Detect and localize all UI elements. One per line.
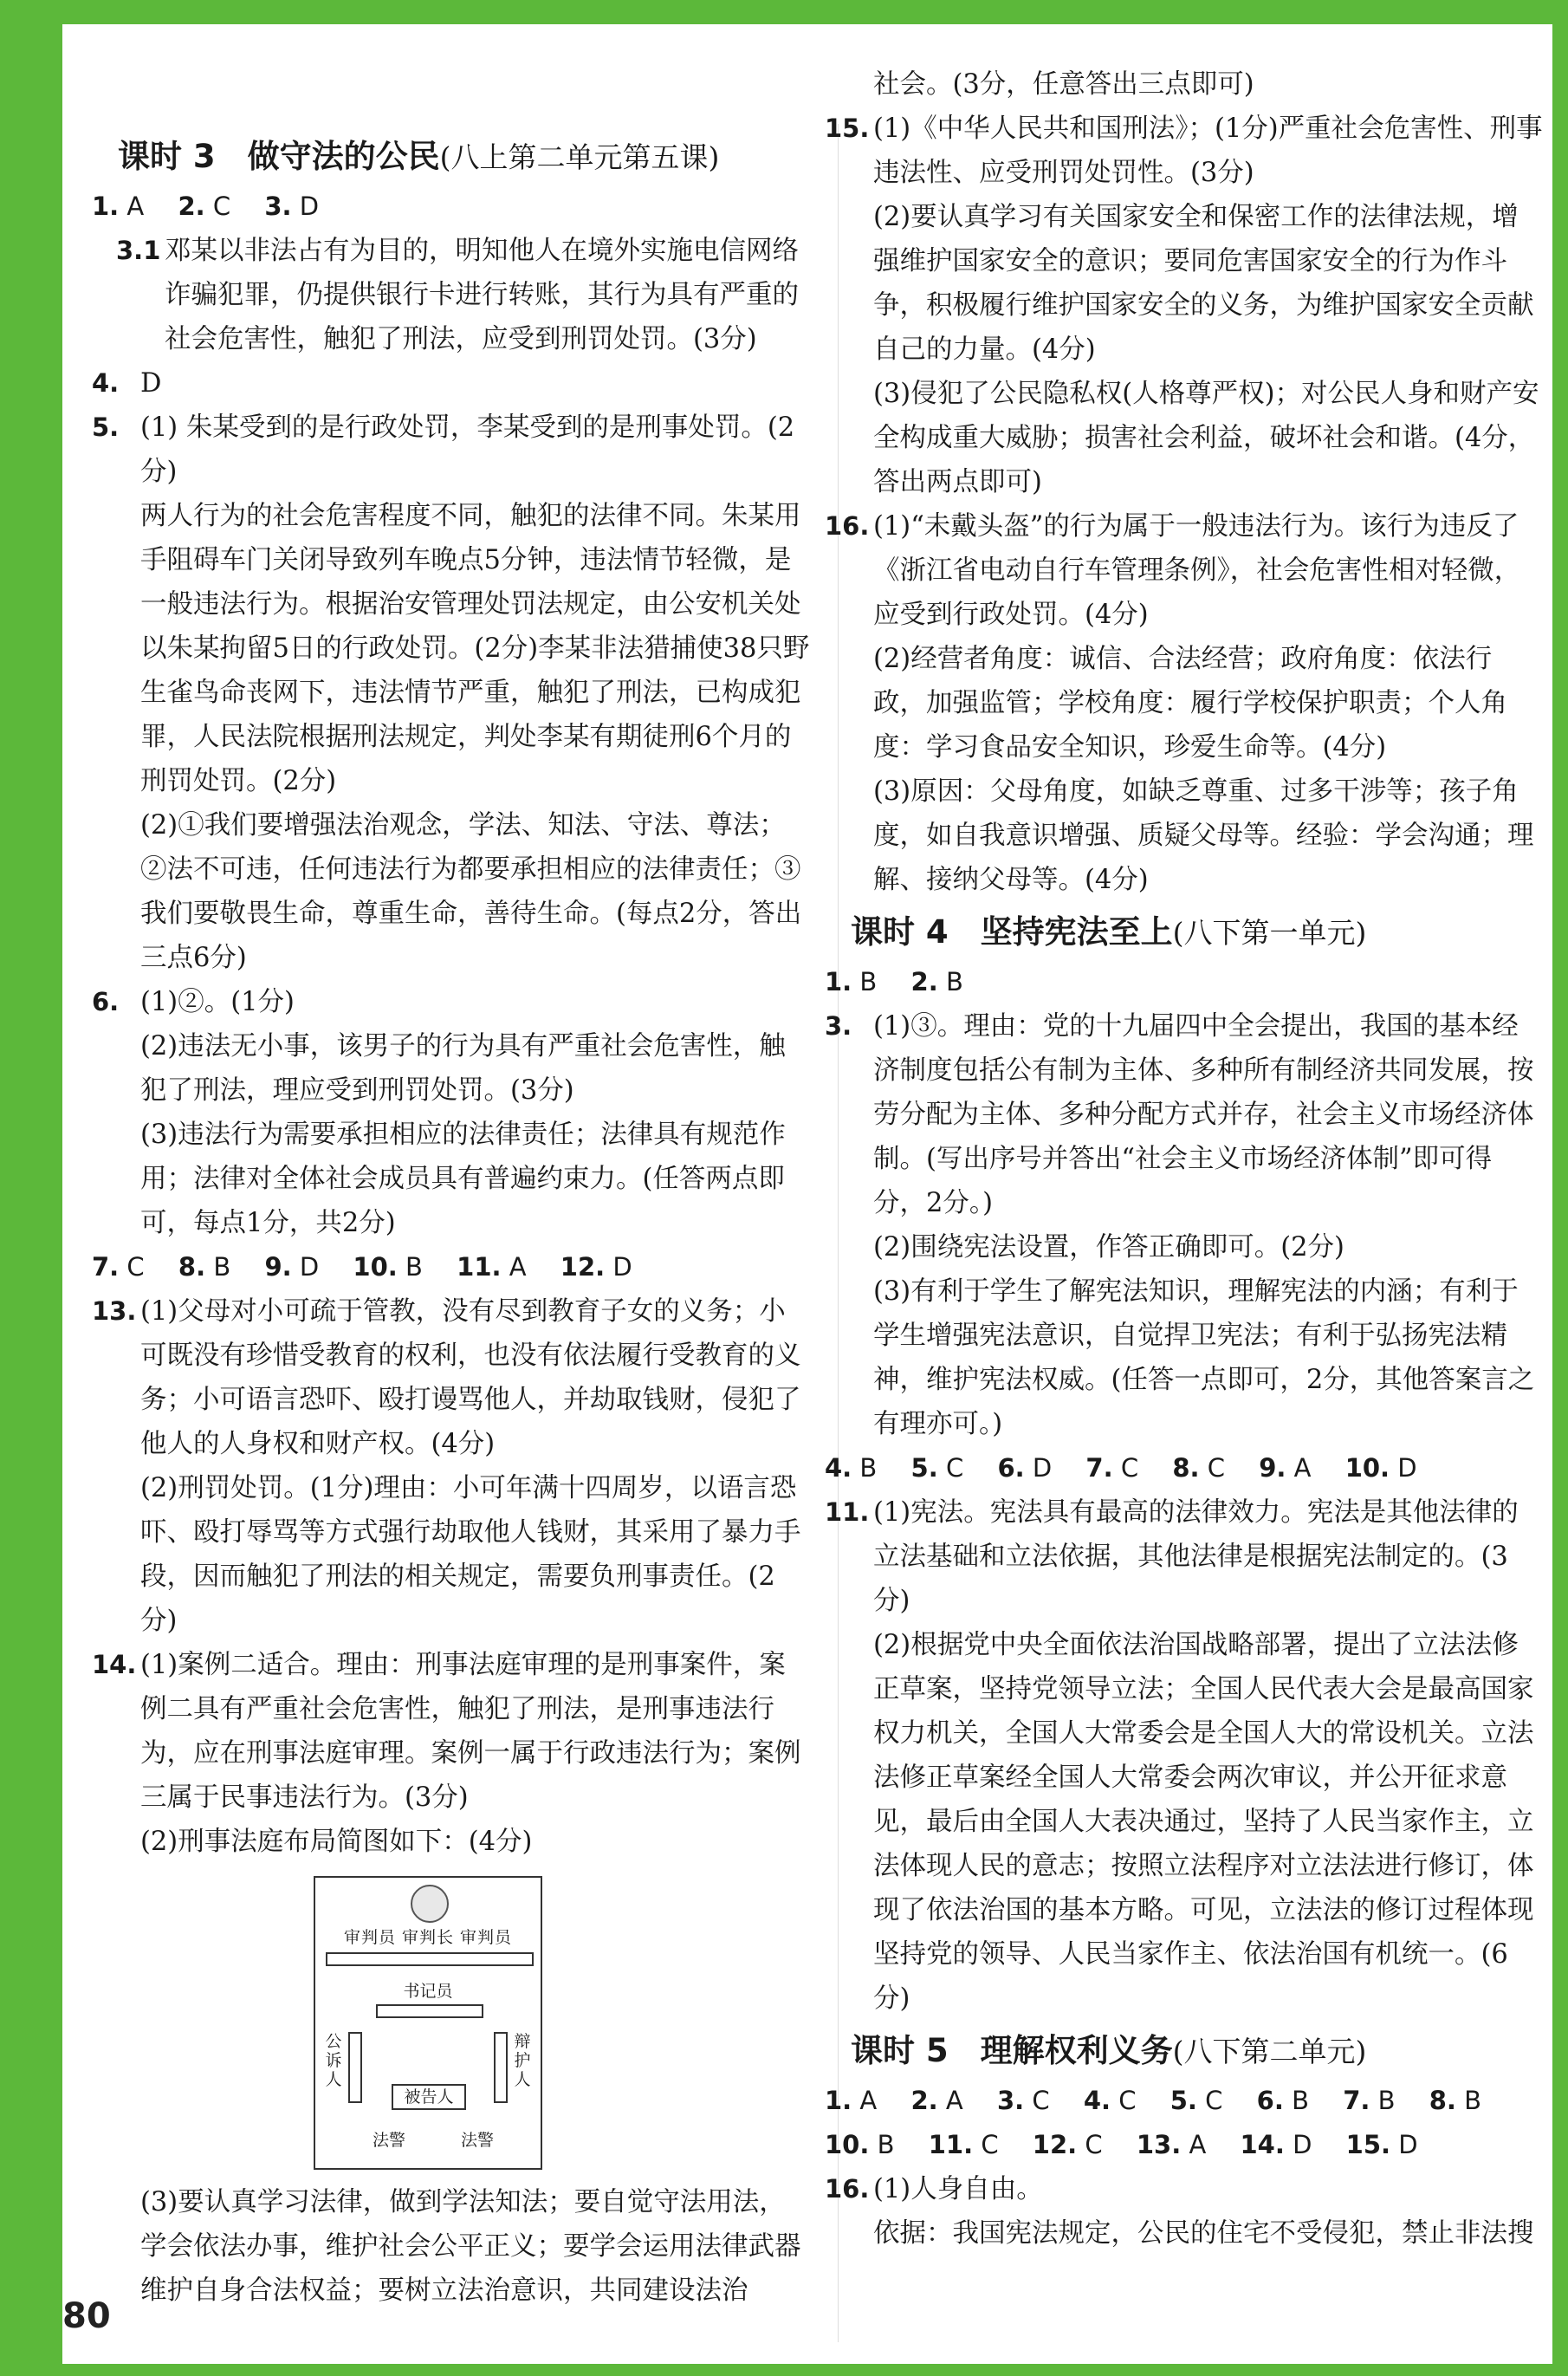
l4-question-11 bbox=[825, 1490, 1544, 2021]
answer-text: (1)《中华人民共和国刑法》；(1分)严重社会危害性、刑事违法性、应受刑罚处罚性。(3分) bbox=[873, 114, 1543, 188]
choice-answer: D bbox=[1032, 1453, 1053, 1483]
answer-text: 两人行为的社会危害程度不同，触犯的法律不同。朱某用手阻碍车门关闭导致列车晚点5分钟，违法情节轻微，是一般违法行为。根据治安管理处罚法规定，由公安机关处以朱某拘留5日的行政处罚。(2分)李某非法猎捕使38只野生雀鸟命丧网下，违法情节严重，触犯了刑法，已构成犯罪，人民法院根据刑法规定，判处李某有期徒刑6个月的刑罚处罚。(2分) bbox=[140, 501, 810, 796]
choice-answer: C bbox=[1120, 1453, 1139, 1483]
choice-answer: A bbox=[945, 2086, 963, 2115]
page-number: 80 bbox=[62, 2296, 111, 2336]
lesson3-scope: (八上第二单元第五课) bbox=[439, 140, 720, 174]
l5-question-16 bbox=[825, 2167, 1544, 2256]
choice-number: 4. bbox=[1083, 2086, 1111, 2115]
choice-number: 13. bbox=[1136, 2130, 1182, 2159]
choice-answer: B bbox=[859, 1453, 878, 1483]
answer-text: (2)①我们要增强法治观念，学法、知法、守法、尊法；②法不可违，任何违法行为都要承担相应的法律责任；③我们要敬畏生命，尊重生命，善待生命。(每点2分，答出三点6分) bbox=[140, 810, 802, 973]
police-left-label: 法警 bbox=[373, 2131, 406, 2150]
courtroom-diagram bbox=[314, 1876, 542, 2170]
choice-number: 10. bbox=[353, 1252, 398, 1282]
answer-text: (2)经营者角度：诚信、合法经营；政府角度：依法行政，加强监管；学校角度：履行学校保护职责；个人角度：学习食品安全知识，珍爱生命等。(4分) bbox=[873, 644, 1507, 763]
choice-answer: D bbox=[1293, 2130, 1312, 2159]
answer-text: (1) 朱某受到的是行政处罚，李某受到的是刑事处罚。(2分) bbox=[140, 412, 795, 487]
national-emblem-icon bbox=[411, 1885, 449, 1923]
choice-answer: D bbox=[612, 1252, 632, 1282]
answer-page bbox=[62, 24, 1552, 2364]
choice-number: 8. bbox=[1172, 1453, 1200, 1483]
lesson4-scope: (八下第一单元) bbox=[1172, 916, 1367, 950]
defense-desk bbox=[494, 2032, 508, 2103]
choice-number: 4. bbox=[825, 1453, 852, 1483]
question-number: 3. bbox=[825, 1011, 852, 1041]
question-3-1 bbox=[92, 229, 811, 361]
answer-text: (2)刑事法庭布局简图如下：(4分) bbox=[140, 1827, 533, 1857]
choice-answer: C bbox=[1085, 2130, 1103, 2159]
question-16 bbox=[825, 504, 1544, 902]
choice-answer: B bbox=[859, 967, 878, 996]
choice-number: 6. bbox=[997, 1453, 1025, 1483]
choice-number: 14. bbox=[1240, 2130, 1285, 2159]
answer-text: (2)根据党中央全面依法治国战略部署，提出了立法法修正草案，坚持党领导立法；全国人民代表大会是最高国家权力机关，全国人大常委会是全国人大的常设机关。立法法修正草案经全国人大常委会两次审议，并公开征求意见，最后由全国人大表决通过，坚持了人民当家作主，立法体现人民的意志；按照立法程序对立法法进行修订，体现了依法治国的基本方略。可见，立法法的修订过程体现坚持党的领导、人民当家作主、依法治国有机统一。(6分) bbox=[873, 1630, 1534, 2014]
answers-l4-1-2 bbox=[825, 960, 1544, 1004]
choice-number: 11. bbox=[928, 2130, 974, 2159]
answer-text: (3)要认真学习法律，做到学法知法；要自觉守法用法，学会依法办事，维护社会公平正义；要学会运用法律武器维护自身合法权益；要树立法治意识，共同建设法治 bbox=[140, 2187, 801, 2306]
choice-number: 2. bbox=[910, 2086, 938, 2115]
choice-answer: C bbox=[1118, 2086, 1137, 2115]
choice-answer: C bbox=[1207, 1453, 1225, 1483]
choice-number: 10. bbox=[1344, 1453, 1390, 1483]
answer-text: (1)②。(1分) bbox=[140, 987, 295, 1017]
choice-answer: A bbox=[859, 2086, 878, 2115]
choice-answer: C bbox=[1205, 2086, 1223, 2115]
question-number: 14. bbox=[92, 1650, 137, 1679]
answer-text: (3)原因：父母角度，如缺乏尊重、过多干涉等；孩子角度，如自我意识增强、质疑父母等。经验：学会沟通；理解、接纳父母等。(4分) bbox=[873, 776, 1534, 895]
question-number: 11. bbox=[825, 1497, 870, 1527]
answer-text: (3)侵犯了公民隐私权(人格尊严权)；对公民人身和财产安全构成重大威胁；损害社会利益，破坏社会和谐。(4分，答出两点即可) bbox=[873, 379, 1539, 497]
answer-text: (2)围绕宪法设置，作答正确即可。(2分) bbox=[873, 1232, 1344, 1263]
choice-number: 2. bbox=[178, 192, 205, 221]
answers-1-3 bbox=[92, 185, 811, 229]
choice-number: 7. bbox=[1085, 1453, 1113, 1483]
prosecutor-label: 公诉人 bbox=[325, 2032, 342, 2089]
choice-answer: A bbox=[1189, 2130, 1207, 2159]
answers-l5-1-8 bbox=[825, 2079, 1544, 2123]
answer-text: (3)违法行为需要承担相应的法律责任；法律具有规范作用；法律对全体社会成员具有普遍约束力。(任答两点即可，每点1分，共2分) bbox=[140, 1120, 786, 1238]
choice-number: 12. bbox=[560, 1252, 606, 1282]
choice-answer: D bbox=[1398, 2130, 1418, 2159]
choice-number: 1. bbox=[825, 2086, 852, 2115]
question-number: 16. bbox=[825, 2174, 870, 2204]
choice-number: 15. bbox=[1345, 2130, 1391, 2159]
choice-number: 5. bbox=[1170, 2086, 1197, 2115]
choice-number: 1. bbox=[825, 967, 852, 996]
answer-text: 社会。(3分，任意答出三点即可) bbox=[873, 69, 1254, 100]
answer-text: (2)要认真学习有关国家安全和保密工作的法律法规，增强维护国家安全的意识；要同危害国家安全的行为作斗争，积极履行维护国家安全的义务，为维护国家安全贡献自己的力量。(4分) bbox=[873, 202, 1534, 365]
choice-answer: C bbox=[945, 1453, 964, 1483]
choice-answer: C bbox=[1032, 2086, 1050, 2115]
answer-text: (1)宪法。宪法具有最高的法律效力。宪法是其他法律的立法基础和立法依据，其他法律是根据宪法制定的。(3分) bbox=[873, 1497, 1519, 1616]
choice-number: 3. bbox=[264, 192, 292, 221]
choice-answer: A bbox=[126, 192, 145, 221]
question-6 bbox=[92, 980, 811, 1245]
choice-answer: B bbox=[1292, 2086, 1309, 2115]
choice-number: 10. bbox=[825, 2130, 870, 2159]
clerk-label: 书记员 bbox=[403, 1982, 453, 2001]
choice-number: 5. bbox=[910, 1453, 938, 1483]
choice-answer: B bbox=[877, 2130, 895, 2159]
choice-number: 1. bbox=[92, 192, 120, 221]
choice-number: 2. bbox=[910, 967, 938, 996]
choice-answer: B bbox=[213, 1252, 231, 1282]
choice-number: 3. bbox=[996, 2086, 1025, 2115]
answers-l4-4-10 bbox=[825, 1446, 1544, 1490]
question-5 bbox=[92, 406, 811, 980]
defendant-box: 被告人 bbox=[392, 2084, 466, 2110]
lesson4-heading bbox=[851, 906, 1544, 960]
question-14-continued bbox=[825, 62, 1544, 107]
l4-question-3 bbox=[825, 1004, 1544, 1446]
choice-answer: C bbox=[126, 1252, 145, 1282]
choice-answer: C bbox=[212, 192, 231, 221]
answer-text: (1)③。理由：党的十九届四中全会提出，我国的基本经济制度包括公有制为主体、多种所有制经济共同发展，按劳分配为主体、多种分配方式并存，社会主义市场经济体制。(写出序号并答出“社会主义市场经济体制”即可得分，2分。) bbox=[873, 1011, 1534, 1218]
choice-answer: D bbox=[299, 192, 320, 221]
question-number: 3.1 bbox=[116, 236, 161, 265]
choice-answer: B bbox=[945, 967, 963, 996]
answer-text: (1)父母对小可疏于管教，没有尽到教育子女的义务；小可既没有珍惜受教育的权利，也没有依法履行受教育的义务；小可语言恐吓、殴打谩骂他人，并劫取钱财，侵犯了他人的人身权和财产权。(4分) bbox=[140, 1296, 801, 1459]
choice-answer: A bbox=[1293, 1453, 1312, 1483]
choice-number: 8. bbox=[178, 1252, 206, 1282]
lesson4-title: 课时 4 坚持宪法至上 bbox=[851, 913, 1173, 951]
right-column bbox=[825, 62, 1544, 2256]
question-number: 4. bbox=[92, 368, 120, 398]
question-number: 6. bbox=[92, 987, 120, 1016]
choice-number: 7. bbox=[92, 1252, 120, 1282]
choice-number: 9. bbox=[264, 1252, 292, 1282]
answer-text: (2)刑罚处罚。(1分)理由：小可年满十四周岁，以语言恐吓、殴打辱骂等方式强行劫取他人钱财，其采用了暴力手段，因而触犯了刑法的相关规定，需要负刑事责任。(2分) bbox=[140, 1473, 801, 1636]
police-right-label: 法警 bbox=[461, 2131, 495, 2150]
lesson5-title: 课时 5 理解权利义务 bbox=[851, 2032, 1173, 2069]
question-number: 16. bbox=[825, 511, 870, 541]
lesson5-scope: (八下第二单元) bbox=[1172, 2035, 1367, 2068]
choice-answer: C bbox=[981, 2130, 999, 2159]
choice-number: 11. bbox=[457, 1252, 502, 1282]
lesson3-heading bbox=[118, 130, 811, 185]
answer-text: (1)案例二适合。理由：刑事法庭审理的是刑事案件，案例二具有严重社会危害性，触犯了刑法，是刑事违法行为，应在刑事法庭审理。案例一属于行政违法行为；案例三属于民事违法行为。(3分) bbox=[140, 1650, 801, 1813]
question-14 bbox=[92, 1643, 811, 2313]
answer-text: 依据：我国宪法规定，公民的住宅不受侵犯，禁止非法搜 bbox=[873, 2218, 1534, 2249]
answer-text: (2)违法无小事，该男子的行为具有严重社会危害性，触犯了刑法，理应受到刑罚处罚。(3分) bbox=[140, 1031, 786, 1106]
choice-answer: B bbox=[1464, 2086, 1482, 2115]
defense-label: 辩护人 bbox=[514, 2032, 531, 2089]
answer-text: D bbox=[140, 368, 162, 399]
answer-text: (1)人身自由。 bbox=[873, 2174, 1043, 2204]
left-column bbox=[92, 127, 811, 2313]
choice-answer: B bbox=[1377, 2086, 1396, 2115]
answer-text: (1)“未戴头盔”的行为属于一般违法行为。该行为违反了《浙江省电动自行车管理条例》，社会危害性相对轻微，应受到行政处罚。(4分) bbox=[873, 511, 1521, 630]
answers-l5-10-15 bbox=[825, 2123, 1544, 2167]
question-15 bbox=[825, 107, 1544, 504]
choice-number: 6. bbox=[1256, 2086, 1284, 2115]
answer-text: (3)有利于学生了解宪法知识，理解宪法的内涵；有利于学生增强宪法意识，自觉捍卫宪法；有利于弘扬宪法精神，维护宪法权威。(任答一点即可，2分，其他答案言之有理亦可。) bbox=[873, 1276, 1535, 1439]
answer-text: 邓某以非法占有为目的，明知他人在境外实施电信网络诈骗犯罪，仍提供银行卡进行转账，其行为具有严重的社会危害性，触犯了刑法，应受到刑罚处罚。(3分) bbox=[165, 236, 799, 354]
prosecutor-desk bbox=[348, 2032, 362, 2103]
answers-7-12 bbox=[92, 1245, 811, 1289]
choice-answer: D bbox=[1397, 1453, 1417, 1483]
question-13 bbox=[92, 1289, 811, 1643]
judges-bench bbox=[326, 1952, 534, 1966]
choice-number: 7. bbox=[1343, 2086, 1370, 2115]
judges-label: 审判员 审判长 审判员 bbox=[343, 1928, 513, 1947]
question-4 bbox=[92, 361, 811, 406]
question-number: 5. bbox=[92, 412, 120, 442]
lesson3-title: 课时 3 做守法的公民 bbox=[118, 138, 440, 175]
choice-number: 12. bbox=[1032, 2130, 1078, 2159]
choice-answer: B bbox=[405, 1252, 423, 1282]
question-number: 15. bbox=[825, 114, 870, 143]
question-number: 13. bbox=[92, 1296, 137, 1326]
clerk-desk bbox=[376, 2004, 483, 2018]
choice-number: 8. bbox=[1429, 2086, 1456, 2115]
choice-answer: A bbox=[509, 1252, 527, 1282]
lesson5-heading bbox=[851, 2024, 1544, 2079]
choice-number: 9. bbox=[1259, 1453, 1286, 1483]
choice-answer: D bbox=[299, 1252, 320, 1282]
